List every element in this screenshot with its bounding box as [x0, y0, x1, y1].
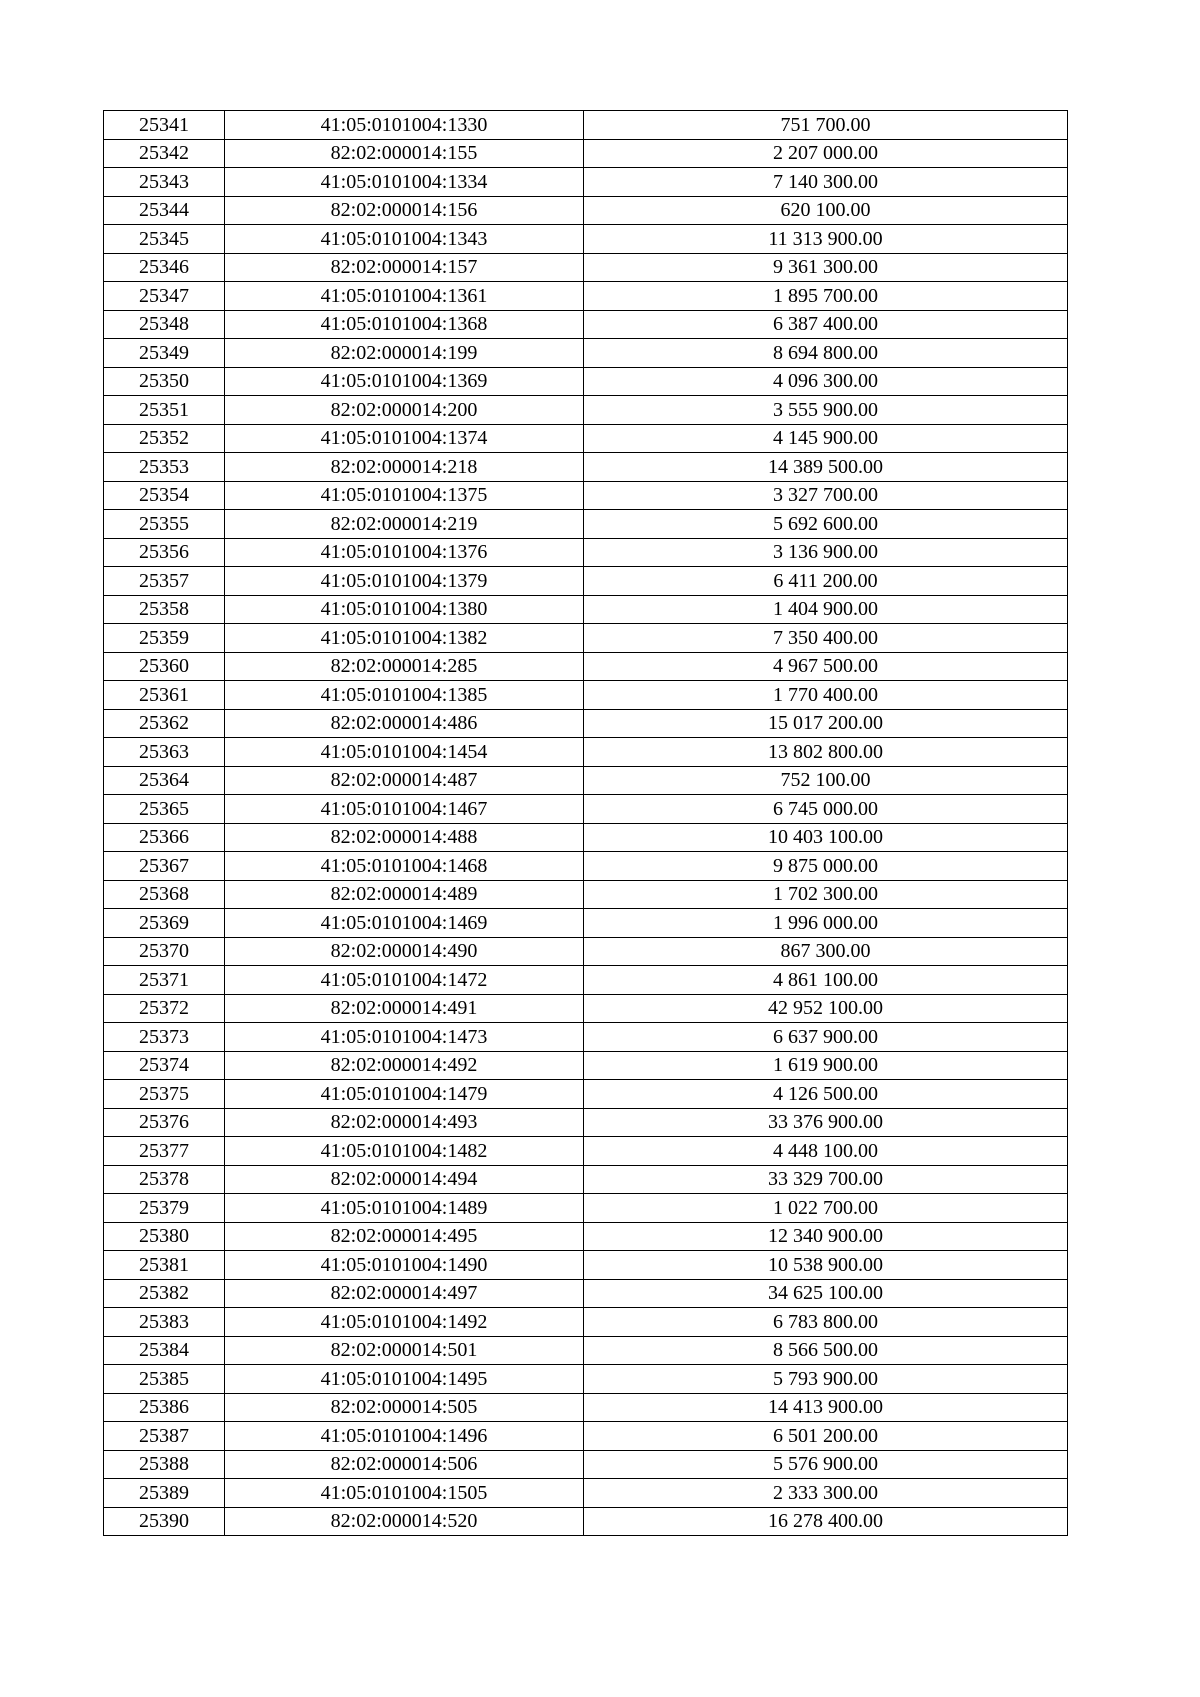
table-row	[104, 595, 1068, 624]
table-row	[104, 196, 1068, 225]
row-number-cell: 25346	[104, 253, 225, 282]
cadastral-number-cell: 41:05:0101004:1495	[225, 1365, 584, 1394]
cadastral-number-cell: 41:05:0101004:1330	[225, 111, 584, 140]
cadastral-number-cell: 82:02:000014:505	[225, 1393, 584, 1422]
cadastral-number-cell: 41:05:0101004:1375	[225, 481, 584, 510]
table-row	[104, 624, 1068, 653]
table-body	[104, 111, 1068, 1536]
table-row	[104, 1422, 1068, 1451]
row-number-cell: 25387	[104, 1422, 225, 1451]
cadastral-number-cell: 41:05:0101004:1334	[225, 168, 584, 197]
table-row	[104, 1108, 1068, 1137]
row-number-cell: 25373	[104, 1023, 225, 1052]
row-number-cell: 25356	[104, 538, 225, 567]
cadastral-number-cell: 82:02:000014:199	[225, 339, 584, 368]
row-number-cell: 25362	[104, 709, 225, 738]
cadastral-number-cell: 41:05:0101004:1385	[225, 681, 584, 710]
cadastral-number-cell: 41:05:0101004:1376	[225, 538, 584, 567]
cadastral-number-cell: 82:02:000014:493	[225, 1108, 584, 1137]
row-number-cell: 25377	[104, 1137, 225, 1166]
cadastral-number-cell: 82:02:000014:156	[225, 196, 584, 225]
row-number-cell: 25371	[104, 966, 225, 995]
table-row	[104, 453, 1068, 482]
value-cell: 2 207 000.00	[584, 139, 1068, 168]
table-row	[104, 1222, 1068, 1251]
table-row	[104, 1279, 1068, 1308]
table-row	[104, 937, 1068, 966]
value-cell: 1 702 300.00	[584, 880, 1068, 909]
row-number-cell: 25350	[104, 367, 225, 396]
data-table	[103, 110, 1068, 1536]
row-number-cell: 25348	[104, 310, 225, 339]
row-number-cell: 25376	[104, 1108, 225, 1137]
row-number-cell: 25375	[104, 1080, 225, 1109]
table-row	[104, 795, 1068, 824]
table-row	[104, 567, 1068, 596]
cadastral-number-cell: 41:05:0101004:1472	[225, 966, 584, 995]
cadastral-number-cell: 82:02:000014:219	[225, 510, 584, 539]
table-row	[104, 1165, 1068, 1194]
table-row	[104, 1336, 1068, 1365]
table-row	[104, 139, 1068, 168]
table-row	[104, 738, 1068, 767]
table-row	[104, 1080, 1068, 1109]
row-number-cell: 25370	[104, 937, 225, 966]
cadastral-number-cell: 41:05:0101004:1361	[225, 282, 584, 311]
cadastral-number-cell: 41:05:0101004:1496	[225, 1422, 584, 1451]
row-number-cell: 25364	[104, 766, 225, 795]
row-number-cell: 25379	[104, 1194, 225, 1223]
table-row	[104, 652, 1068, 681]
table-row	[104, 1479, 1068, 1508]
row-number-cell: 25389	[104, 1479, 225, 1508]
table-row	[104, 966, 1068, 995]
row-number-cell: 25390	[104, 1507, 225, 1536]
cadastral-number-cell: 82:02:000014:200	[225, 396, 584, 425]
cadastral-number-cell: 82:02:000014:155	[225, 139, 584, 168]
cadastral-number-cell: 41:05:0101004:1369	[225, 367, 584, 396]
cadastral-number-cell: 41:05:0101004:1379	[225, 567, 584, 596]
table-row	[104, 282, 1068, 311]
row-number-cell: 25380	[104, 1222, 225, 1251]
cadastral-number-cell: 82:02:000014:218	[225, 453, 584, 482]
table-row	[104, 1023, 1068, 1052]
row-number-cell: 25360	[104, 652, 225, 681]
table-row	[104, 709, 1068, 738]
value-cell: 4 448 100.00	[584, 1137, 1068, 1166]
cadastral-number-cell: 82:02:000014:495	[225, 1222, 584, 1251]
table-row	[104, 1194, 1068, 1223]
value-cell: 7 140 300.00	[584, 168, 1068, 197]
value-cell: 5 576 900.00	[584, 1450, 1068, 1479]
value-cell: 751 700.00	[584, 111, 1068, 140]
table-row	[104, 909, 1068, 938]
cadastral-number-cell: 41:05:0101004:1368	[225, 310, 584, 339]
cadastral-number-cell: 41:05:0101004:1343	[225, 225, 584, 254]
value-cell: 3 136 900.00	[584, 538, 1068, 567]
cadastral-number-cell: 41:05:0101004:1469	[225, 909, 584, 938]
cadastral-number-cell: 82:02:000014:501	[225, 1336, 584, 1365]
table-row	[104, 994, 1068, 1023]
value-cell: 14 413 900.00	[584, 1393, 1068, 1422]
value-cell: 2 333 300.00	[584, 1479, 1068, 1508]
value-cell: 620 100.00	[584, 196, 1068, 225]
row-number-cell: 25369	[104, 909, 225, 938]
value-cell: 7 350 400.00	[584, 624, 1068, 653]
value-cell: 5 692 600.00	[584, 510, 1068, 539]
row-number-cell: 25354	[104, 481, 225, 510]
row-number-cell: 25342	[104, 139, 225, 168]
cadastral-number-cell: 82:02:000014:492	[225, 1051, 584, 1080]
table-row	[104, 481, 1068, 510]
cadastral-number-cell: 41:05:0101004:1468	[225, 852, 584, 881]
cadastral-number-cell: 82:02:000014:494	[225, 1165, 584, 1194]
row-number-cell: 25353	[104, 453, 225, 482]
cadastral-number-cell: 41:05:0101004:1467	[225, 795, 584, 824]
cadastral-number-cell: 82:02:000014:489	[225, 880, 584, 909]
cadastral-number-cell: 82:02:000014:497	[225, 1279, 584, 1308]
cadastral-number-cell: 41:05:0101004:1454	[225, 738, 584, 767]
value-cell: 33 376 900.00	[584, 1108, 1068, 1137]
row-number-cell: 25363	[104, 738, 225, 767]
table-row	[104, 1393, 1068, 1422]
value-cell: 4 096 300.00	[584, 367, 1068, 396]
value-cell: 6 745 000.00	[584, 795, 1068, 824]
value-cell: 8 566 500.00	[584, 1336, 1068, 1365]
row-number-cell: 25357	[104, 567, 225, 596]
value-cell: 4 967 500.00	[584, 652, 1068, 681]
row-number-cell: 25368	[104, 880, 225, 909]
value-cell: 1 770 400.00	[584, 681, 1068, 710]
row-number-cell: 25361	[104, 681, 225, 710]
table-row	[104, 310, 1068, 339]
table-row	[104, 1308, 1068, 1337]
cadastral-number-cell: 41:05:0101004:1489	[225, 1194, 584, 1223]
table-row	[104, 367, 1068, 396]
cadastral-number-cell: 41:05:0101004:1490	[225, 1251, 584, 1280]
value-cell: 1 404 900.00	[584, 595, 1068, 624]
value-cell: 33 329 700.00	[584, 1165, 1068, 1194]
value-cell: 867 300.00	[584, 937, 1068, 966]
value-cell: 3 327 700.00	[584, 481, 1068, 510]
cadastral-number-cell: 82:02:000014:487	[225, 766, 584, 795]
cadastral-number-cell: 41:05:0101004:1505	[225, 1479, 584, 1508]
cadastral-number-cell: 41:05:0101004:1473	[225, 1023, 584, 1052]
cadastral-number-cell: 41:05:0101004:1382	[225, 624, 584, 653]
table-row	[104, 852, 1068, 881]
row-number-cell: 25385	[104, 1365, 225, 1394]
value-cell: 1 895 700.00	[584, 282, 1068, 311]
row-number-cell: 25383	[104, 1308, 225, 1337]
value-cell: 34 625 100.00	[584, 1279, 1068, 1308]
cadastral-number-cell: 82:02:000014:490	[225, 937, 584, 966]
row-number-cell: 25347	[104, 282, 225, 311]
row-number-cell: 25378	[104, 1165, 225, 1194]
value-cell: 3 555 900.00	[584, 396, 1068, 425]
value-cell: 1 619 900.00	[584, 1051, 1068, 1080]
row-number-cell: 25374	[104, 1051, 225, 1080]
table-row	[104, 1137, 1068, 1166]
cadastral-number-cell: 41:05:0101004:1492	[225, 1308, 584, 1337]
table-row	[104, 225, 1068, 254]
cadastral-number-cell: 82:02:000014:491	[225, 994, 584, 1023]
cadastral-number-cell: 82:02:000014:488	[225, 823, 584, 852]
row-number-cell: 25388	[104, 1450, 225, 1479]
table-row	[104, 510, 1068, 539]
value-cell: 1 022 700.00	[584, 1194, 1068, 1223]
value-cell: 12 340 900.00	[584, 1222, 1068, 1251]
value-cell: 6 411 200.00	[584, 567, 1068, 596]
value-cell: 15 017 200.00	[584, 709, 1068, 738]
cadastral-number-cell: 82:02:000014:520	[225, 1507, 584, 1536]
row-number-cell: 25366	[104, 823, 225, 852]
table-row	[104, 880, 1068, 909]
row-number-cell: 25365	[104, 795, 225, 824]
value-cell: 4 126 500.00	[584, 1080, 1068, 1109]
table-row	[104, 396, 1068, 425]
row-number-cell: 25344	[104, 196, 225, 225]
table-row	[104, 1507, 1068, 1536]
row-number-cell: 25352	[104, 424, 225, 453]
row-number-cell: 25358	[104, 595, 225, 624]
value-cell: 4 145 900.00	[584, 424, 1068, 453]
row-number-cell: 25343	[104, 168, 225, 197]
value-cell: 14 389 500.00	[584, 453, 1068, 482]
row-number-cell: 25349	[104, 339, 225, 368]
value-cell: 6 637 900.00	[584, 1023, 1068, 1052]
row-number-cell: 25384	[104, 1336, 225, 1365]
table-row	[104, 538, 1068, 567]
value-cell: 6 783 800.00	[584, 1308, 1068, 1337]
cadastral-number-cell: 82:02:000014:157	[225, 253, 584, 282]
cadastral-number-cell: 82:02:000014:506	[225, 1450, 584, 1479]
value-cell: 4 861 100.00	[584, 966, 1068, 995]
value-cell: 10 538 900.00	[584, 1251, 1068, 1280]
table-row	[104, 1051, 1068, 1080]
table-row	[104, 168, 1068, 197]
cadastral-number-cell: 41:05:0101004:1479	[225, 1080, 584, 1109]
table-row	[104, 424, 1068, 453]
value-cell: 9 361 300.00	[584, 253, 1068, 282]
row-number-cell: 25345	[104, 225, 225, 254]
value-cell: 5 793 900.00	[584, 1365, 1068, 1394]
value-cell: 8 694 800.00	[584, 339, 1068, 368]
table-row	[104, 823, 1068, 852]
cadastral-number-cell: 82:02:000014:486	[225, 709, 584, 738]
cadastral-number-cell: 41:05:0101004:1482	[225, 1137, 584, 1166]
row-number-cell: 25382	[104, 1279, 225, 1308]
cadastral-number-cell: 41:05:0101004:1374	[225, 424, 584, 453]
value-cell: 42 952 100.00	[584, 994, 1068, 1023]
table-row	[104, 681, 1068, 710]
cadastral-number-cell: 82:02:000014:285	[225, 652, 584, 681]
value-cell: 11 313 900.00	[584, 225, 1068, 254]
row-number-cell: 25359	[104, 624, 225, 653]
table-row	[104, 339, 1068, 368]
table-row	[104, 1450, 1068, 1479]
row-number-cell: 25341	[104, 111, 225, 140]
value-cell: 9 875 000.00	[584, 852, 1068, 881]
table-row	[104, 1365, 1068, 1394]
row-number-cell: 25372	[104, 994, 225, 1023]
value-cell: 752 100.00	[584, 766, 1068, 795]
value-cell: 16 278 400.00	[584, 1507, 1068, 1536]
value-cell: 1 996 000.00	[584, 909, 1068, 938]
row-number-cell: 25355	[104, 510, 225, 539]
value-cell: 6 387 400.00	[584, 310, 1068, 339]
table-row	[104, 766, 1068, 795]
row-number-cell: 25386	[104, 1393, 225, 1422]
value-cell: 13 802 800.00	[584, 738, 1068, 767]
value-cell: 10 403 100.00	[584, 823, 1068, 852]
row-number-cell: 25351	[104, 396, 225, 425]
row-number-cell: 25381	[104, 1251, 225, 1280]
table-row	[104, 1251, 1068, 1280]
value-cell: 6 501 200.00	[584, 1422, 1068, 1451]
table-row	[104, 253, 1068, 282]
table-row	[104, 111, 1068, 140]
cadastral-number-cell: 41:05:0101004:1380	[225, 595, 584, 624]
row-number-cell: 25367	[104, 852, 225, 881]
